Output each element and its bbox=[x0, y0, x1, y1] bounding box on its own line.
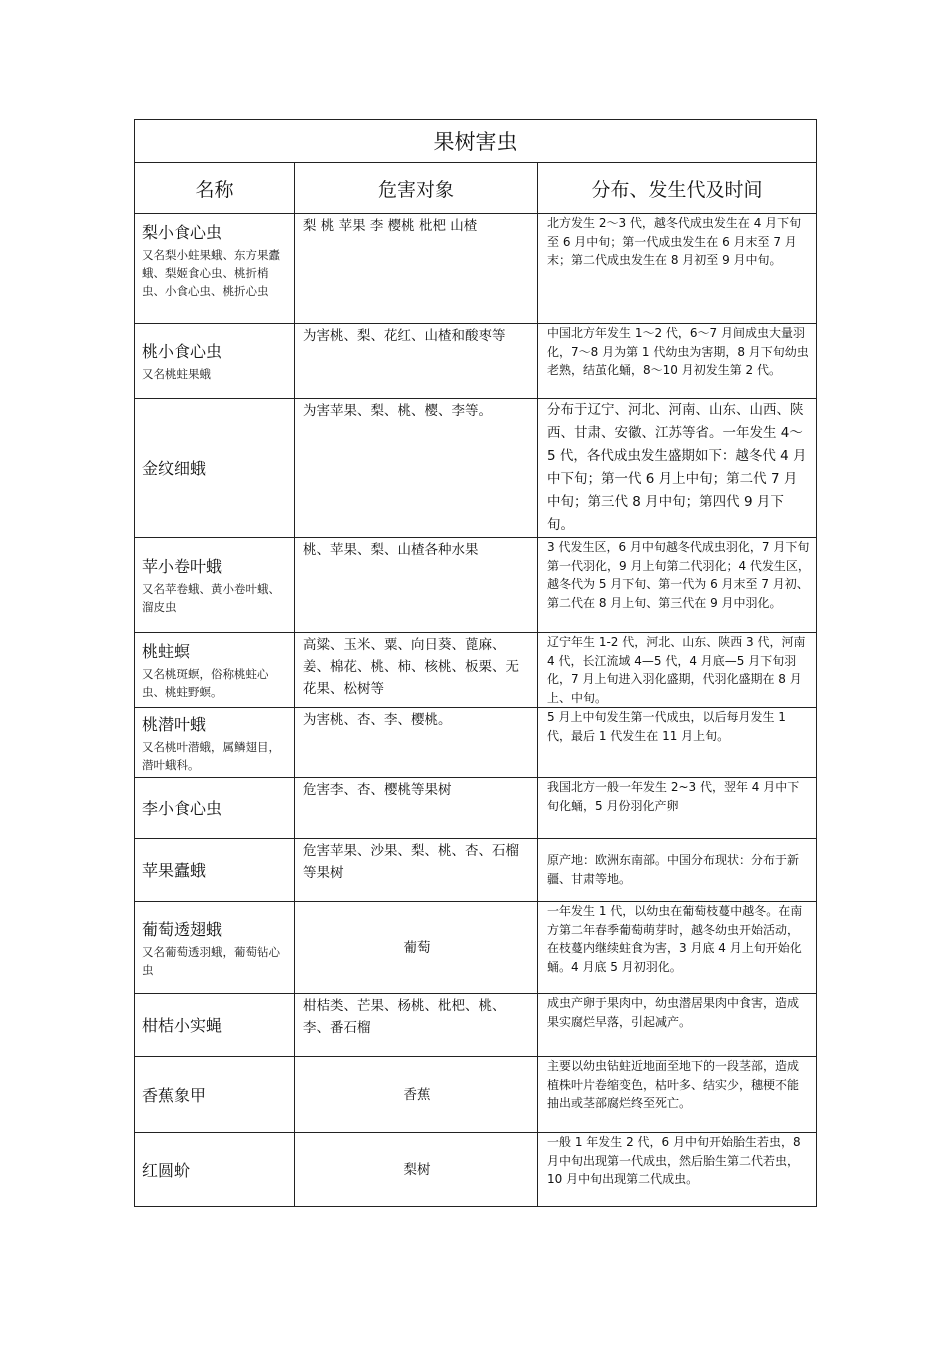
title-row bbox=[135, 120, 817, 163]
target-cell: 为害桃、梨、花红、山楂和酸枣等 bbox=[295, 324, 538, 399]
pest-alias: 又名桃蛀果蛾 bbox=[142, 367, 211, 381]
target-cell: 危害李、杏、樱桃等果树 bbox=[295, 778, 538, 839]
name-cell bbox=[135, 708, 295, 778]
header-row bbox=[135, 163, 817, 214]
target-cell: 梨树 bbox=[295, 1133, 538, 1207]
table-row bbox=[135, 708, 817, 778]
distribution-cell: 分布于辽宁、河北、河南、山东、山西、陕西、甘肃、安徽、江苏等省。一年发生 4～5 代，各代成虫发生盛期如下：越冬代 4 月中下旬；第一代 6 月上中旬；第二代 7 月中旬；第三代 8 月中旬；第四代 9 月下旬。 bbox=[538, 399, 817, 538]
name-cell bbox=[135, 994, 295, 1057]
header-target: 危害对象 bbox=[295, 163, 538, 214]
distribution-cell: 中国北方年发生 1～2 代，6～7 月间成虫大量羽化，7～8 月为第 1 代幼虫为害期，8 月下旬幼虫老熟，结茧化蛹，8～10 月初发生第 2 代。 bbox=[538, 324, 817, 399]
pest-name: 红圆蚧 bbox=[142, 1160, 191, 1180]
distribution-cell: 我国北方一般一年发生 2~3 代，翌年 4 月中下旬化蛹，5 月份羽化产卵 bbox=[538, 778, 817, 839]
name-cell bbox=[135, 902, 295, 994]
distribution-cell: 5 月上中旬发生第一代成虫，以后每月发生 1 代，最后 1 代发生在 11 月上旬。 bbox=[538, 708, 817, 778]
target-cell: 为害桃、杏、李、樱桃。 bbox=[295, 708, 538, 778]
target-cell: 香蕉 bbox=[295, 1057, 538, 1133]
pest-alias: 又名桃斑螟，俗称桃蛀心虫、桃蛀野螟。 bbox=[142, 667, 269, 699]
header-distribution: 分布、发生代及时间 bbox=[538, 163, 817, 214]
distribution-cell: 北方发生 2～3 代，越冬代成虫发生在 4 月下旬至 6 月中旬；第一代成虫发生在 6 月末至 7 月末；第二代成虫发生在 8 月初至 9 月中旬。 bbox=[538, 214, 817, 324]
distribution-cell: 一般 1 年发生 2 代，6 月中旬开始胎生若虫，8 月中旬出现第一代成虫，然后胎生第二代若虫，10 月中旬出现第二代成虫。 bbox=[538, 1133, 817, 1207]
table-title: 果树害虫 bbox=[135, 120, 817, 163]
distribution-cell: 主要以幼虫钻蛀近地面至地下的一段茎部，造成植株叶片卷缩变色，枯叶多、结实少，穗梗不能抽出或茎部腐烂终至死亡。 bbox=[538, 1057, 817, 1133]
target-cell: 梨 桃 苹果 李 樱桃 枇杷 山楂 bbox=[295, 214, 538, 324]
table-row bbox=[135, 399, 817, 538]
name-cell bbox=[135, 399, 295, 538]
table-row bbox=[135, 324, 817, 399]
target-cell: 高粱、玉米、粟、向日葵、蓖麻、姜、棉花、桃、柿、核桃、板栗、无花果、松树等 bbox=[295, 633, 538, 708]
pest-name: 葡萄透翅蛾 bbox=[142, 919, 223, 939]
table-row bbox=[135, 778, 817, 839]
distribution-cell: 辽宁年生 1-2 代，河北、山东、陕西 3 代，河南 4 代，长江流域 4—5 代，4 月底—5 月下旬羽化，7 月上旬进入羽化盛期，代羽化盛期在 8 月上、中旬。 bbox=[538, 633, 817, 708]
header-name: 名称 bbox=[135, 163, 295, 214]
name-cell bbox=[135, 778, 295, 839]
name-cell bbox=[135, 1133, 295, 1207]
name-cell bbox=[135, 214, 295, 324]
target-cell: 桃、苹果、梨、山楂各种水果 bbox=[295, 538, 538, 633]
target-cell: 柑桔类、芒果、杨桃、枇杷、桃、李、番石榴 bbox=[295, 994, 538, 1057]
pest-name: 李小食心虫 bbox=[142, 799, 223, 818]
name-cell bbox=[135, 1057, 295, 1133]
pest-name: 梨小食心虫 bbox=[142, 223, 223, 242]
name-cell bbox=[135, 839, 295, 902]
target-cell: 为害苹果、梨、桃、樱、李等。 bbox=[295, 399, 538, 538]
table-row bbox=[135, 902, 817, 994]
pest-name: 香蕉象甲 bbox=[142, 1085, 207, 1105]
target-cell: 葡萄 bbox=[295, 902, 538, 994]
pest-table bbox=[134, 119, 817, 1207]
table-row bbox=[135, 1133, 817, 1207]
pest-name: 苹果蠹蛾 bbox=[142, 861, 207, 880]
pest-name: 桃潜叶蛾 bbox=[142, 714, 207, 734]
table-row bbox=[135, 633, 817, 708]
distribution-cell: 3 代发生区，6 月中旬越冬代成虫羽化，7 月下旬第一代羽化，9 月上旬第二代羽化；4 代发生区，越冬代为 5 月下旬、第一代为 6 月末至 7 月初、第二代在 8 月上旬、第三代在 9 月中羽化。 bbox=[538, 538, 817, 633]
pest-name: 桃蛀螟 bbox=[142, 642, 191, 661]
pest-alias: 又名桃叶潜蛾，属鳞翅目，潜叶蛾科。 bbox=[142, 739, 280, 772]
pest-name: 柑桔小实蝇 bbox=[142, 1016, 223, 1035]
pest-alias: 又名梨小蛀果蛾、东方果蠹蛾、梨姬食心虫、桃折梢虫、小食心虫、桃折心虫 bbox=[142, 248, 280, 298]
pest-alias: 又名苹卷蛾、黄小卷叶蛾、溜皮虫 bbox=[142, 582, 280, 614]
pest-alias: 又名葡萄透羽蛾，葡萄钻心虫 bbox=[142, 944, 280, 977]
name-cell bbox=[135, 633, 295, 708]
table-row bbox=[135, 839, 817, 902]
table-row bbox=[135, 994, 817, 1057]
name-cell bbox=[135, 538, 295, 633]
table-row bbox=[135, 1057, 817, 1133]
target-cell: 危害苹果、沙果、梨、桃、杏、石榴等果树 bbox=[295, 839, 538, 902]
name-cell bbox=[135, 324, 295, 399]
pest-name: 金纹细蛾 bbox=[142, 459, 207, 478]
distribution-cell: 一年发生 1 代，以幼虫在葡萄枝蔓中越冬。在南方第二年春季葡萄萌芽时，越冬幼虫开始活动，在枝蔓内继续蛀食为害，3 月底 4 月上旬开始化蛹。4 月底 5 月初羽化。 bbox=[538, 902, 817, 994]
table-row bbox=[135, 538, 817, 633]
distribution-cell: 成虫产卵于果肉中，幼虫潜居果肉中食害，造成果实腐烂早落，引起减产。 bbox=[538, 994, 817, 1057]
pest-name: 苹小卷叶蛾 bbox=[142, 557, 223, 576]
table-row bbox=[135, 214, 817, 324]
pest-name: 桃小食心虫 bbox=[142, 342, 223, 361]
distribution-cell: 原产地：欧洲东南部。中国分布现状：分布于新疆、甘肃等地。 bbox=[538, 839, 817, 902]
